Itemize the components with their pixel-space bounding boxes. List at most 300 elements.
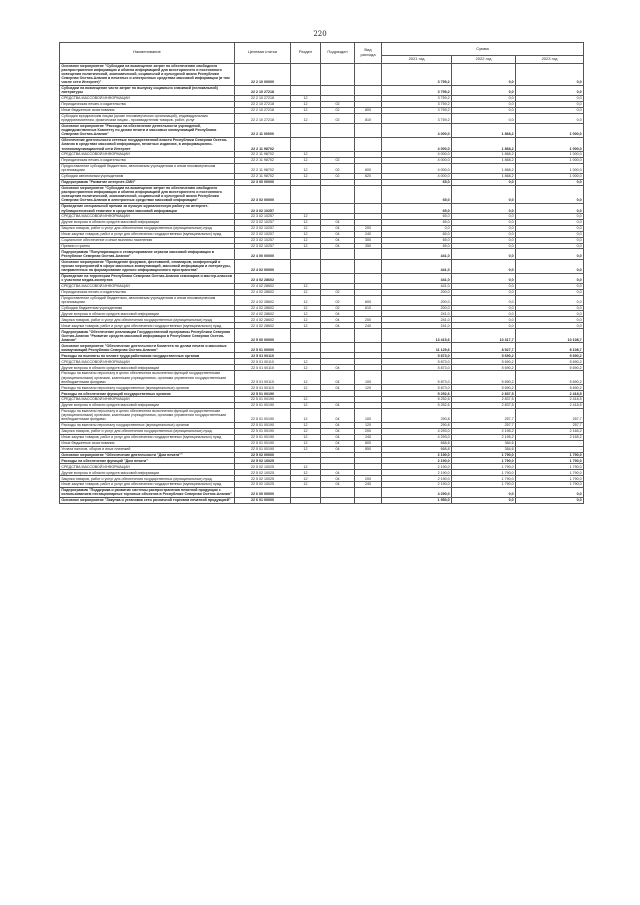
row-year-3: 1 790,0 [516, 476, 584, 482]
row-type [355, 85, 382, 95]
row-year-1: 441,0 [382, 249, 452, 259]
row-type: 240 [355, 231, 382, 237]
row-year-1: 2 190,0 [382, 452, 452, 458]
row-year-1: 441,0 [382, 283, 452, 289]
row-year-2: 2 837,5 [452, 391, 516, 397]
row-code: 22 2 10 27218 [235, 101, 291, 107]
row-year-2: 2 837,5 [452, 397, 516, 403]
row-code: 22 5 01 00190 [235, 428, 291, 434]
row-year-1: 4 290,0 [382, 487, 452, 497]
row-section: 12 [291, 219, 321, 225]
row-year-2: 10 317,7 [452, 329, 516, 343]
row-code: 22 4 02 28602 [235, 295, 291, 305]
row-subsection: 04 [321, 219, 355, 225]
row-section: 12 [291, 423, 321, 429]
row-year-1: 5 873,0 [382, 371, 452, 385]
row-subsection: 04 [321, 317, 355, 323]
row-section: 12 [291, 365, 321, 371]
row-name: Периодическая печать и издательства [60, 157, 235, 163]
row-year-1: 200,0 [382, 289, 452, 295]
row-year-2: 1 790,0 [452, 452, 516, 458]
row-section: 12 [291, 434, 321, 440]
row-section: 12 [291, 96, 321, 102]
row-name: Субсидии автономным учреждениям [60, 173, 235, 179]
row-name: Основное мероприятие "Расходы на обеспечение деятельности учреждений, подведомственных Комитету по делам печати и массовых коммуникаций Республики Северная Осетия-Алания" [60, 123, 235, 137]
row-year-1: 5 252,6 [382, 397, 452, 403]
row-type [355, 204, 382, 214]
row-code: 22 4 02 28602 [235, 283, 291, 289]
row-year-1: 290,8 [382, 423, 452, 429]
row-code: 22 4 02 28602 [235, 305, 291, 311]
row-year-3: 0,0 [516, 107, 584, 113]
row-type: 120 [355, 385, 382, 391]
row-name: Проведение на территории Республики Северная Осетия-Алания семинаров и мастер-классов с участием медиа-экспертов [60, 273, 235, 283]
row-section: 12 [291, 446, 321, 452]
row-year-3: 0,0 [516, 259, 584, 273]
row-code: 22 4 00 00000 [235, 249, 291, 259]
row-year-3: 5 690,2 [516, 359, 584, 365]
row-name: Подпрограмма "Популяризация и стимулирование отрасли массовой информации в Республике Северная Осетия-Алания" [60, 249, 235, 259]
row-name: Другие вопросы в области средств массовой информации [60, 311, 235, 317]
row-year-3: 8 108,7 [516, 343, 584, 353]
row-type: 200 [355, 225, 382, 231]
row-year-2: 0,0 [452, 96, 516, 102]
row-name: СРЕДСТВА МАССОВОЙ ИНФОРМАЦИИ [60, 397, 235, 403]
row-year-2: 0,0 [452, 311, 516, 317]
row-type [355, 343, 382, 353]
row-name: Предоставление субсидий бюджетным, автономным учреждениям и иным некоммерческим организациям [60, 295, 235, 305]
header-year-1: 2021 год [382, 55, 452, 63]
row-year-1: 3 759,2 [382, 63, 452, 85]
row-year-2: 1 868,2 [452, 173, 516, 179]
row-year-1: 2 190,0 [382, 482, 452, 488]
row-type: 240 [355, 482, 382, 488]
row-type: 200 [355, 476, 382, 482]
row-year-3: 0,0 [516, 204, 584, 214]
header-section: Раздел [291, 43, 321, 64]
row-section: 12 [291, 440, 321, 446]
row-year-1: 65,0 [382, 204, 452, 214]
row-type: 240 [355, 323, 382, 329]
row-year-2: 1 790,0 [452, 482, 516, 488]
row-year-2: 1 868,2 [452, 137, 516, 151]
row-code: 22 3 02 10257 [235, 231, 291, 237]
row-year-2: 0,0 [452, 107, 516, 113]
row-year-2: 0,0 [452, 204, 516, 214]
row-code: 22 5 01 00190 [235, 397, 291, 403]
row-type: 850 [355, 446, 382, 452]
row-year-2: 2 837,5 [452, 402, 516, 408]
row-name: Предоставление субсидий бюджетным, автономным учреждениям и иным некоммерческим организациям [60, 163, 235, 173]
row-code: 22 5 02 10025 [235, 476, 291, 482]
row-name: Другие вопросы в области средств массовой информации [60, 365, 235, 371]
row-year-1: 3 759,2 [382, 107, 452, 113]
row-subsection: 04 [321, 311, 355, 317]
row-section: 12 [291, 225, 321, 231]
row-code: 22 5 01 00110 [235, 385, 291, 391]
row-section: 12 [291, 317, 321, 323]
row-year-1: 3 759,2 [382, 113, 452, 123]
row-year-3: 0,0 [516, 243, 584, 249]
row-year-1: 5 873,0 [382, 359, 452, 365]
row-year-3: 0,0 [516, 249, 584, 259]
row-year-3: 0,0 [516, 323, 584, 329]
row-name: Основное мероприятие "Обеспечение деятельности "Дом печати"" [60, 452, 235, 458]
table-row [60, 185, 584, 203]
row-year-1: 5 252,6 [382, 402, 452, 408]
row-name: Проведение специальной премии за лучшую журналистскую работу по интернет-публицистической тематике в средствах массовой информации [60, 204, 235, 214]
row-type: 600 [355, 295, 382, 305]
row-year-3: 257,7 [516, 408, 584, 422]
row-section: 12 [291, 305, 321, 311]
row-section: 12 [291, 428, 321, 434]
row-type: 100 [355, 371, 382, 385]
row-year-2: 0,0 [452, 101, 516, 107]
row-section [291, 273, 321, 283]
row-name: Расходы на обеспечение функций "Дом печати" [60, 458, 235, 464]
row-year-1: 65,0 [382, 214, 452, 220]
row-code: 22 3 00 00000 [235, 179, 291, 185]
row-section: 12 [291, 214, 321, 220]
row-name: Премии и гранты [60, 243, 235, 249]
row-code: 22 5 01 00190 [235, 423, 291, 429]
header-name: Наименование [60, 43, 235, 64]
row-code: 22 2 11 98702 [235, 173, 291, 179]
row-year-2: 0,0 [452, 231, 516, 237]
row-year-3: 0,0 [516, 113, 584, 123]
row-code: 22 3 02 10257 [235, 237, 291, 243]
row-year-2: 0,0 [452, 219, 516, 225]
header-code: Целевая статья [235, 43, 291, 64]
row-year-2: 0,0 [452, 259, 516, 273]
row-year-3: 0,0 [516, 295, 584, 305]
row-name: Основное мероприятие "Обеспечение деятельности Комитета по делам печати и массовых коммуникаций Республики Северная Осетия-Алания" [60, 343, 235, 353]
row-year-2: 1 868,2 [452, 123, 516, 137]
row-subsection: 04 [321, 231, 355, 237]
table-row [60, 259, 584, 273]
row-subsection: 04 [321, 323, 355, 329]
row-code: 22 5 02 10025 [235, 470, 291, 476]
row-name: СРЕДСТВА МАССОВОЙ ИНФОРМАЦИИ [60, 464, 235, 470]
row-type: 100 [355, 408, 382, 422]
row-section [291, 185, 321, 203]
row-year-3: 0,0 [516, 219, 584, 225]
row-section: 12 [291, 231, 321, 237]
row-type: 200 [355, 428, 382, 434]
row-year-2: 0,0 [452, 305, 516, 311]
row-code: 22 5 02 00000 [235, 452, 291, 458]
row-year-1: 4 000,0 [382, 137, 452, 151]
row-code: 22 3 02 10257 [235, 243, 291, 249]
row-year-1: 4 000,0 [382, 157, 452, 163]
row-type: 600 [355, 163, 382, 173]
row-section [291, 63, 321, 85]
table-row [60, 137, 584, 151]
row-year-2: 1 790,0 [452, 470, 516, 476]
row-subsection [321, 329, 355, 343]
row-subsection [321, 85, 355, 95]
row-name: Иные закупки товаров, работ и услуг для обеспечения государственных (муниципальных) нужд [60, 231, 235, 237]
row-year-2: 0,0 [452, 243, 516, 249]
row-subsection [321, 343, 355, 353]
row-code: 22 2 10 27218 [235, 113, 291, 123]
row-year-3: - [516, 440, 584, 446]
row-subsection: 04 [321, 476, 355, 482]
row-name: Расходы на выплаты по оплате труда работников государственных органов [60, 353, 235, 359]
row-code: 22 2 10 27218 [235, 96, 291, 102]
row-code: 22 4 02 28602 [235, 289, 291, 295]
row-year-1: 65,0 [382, 179, 452, 185]
row-name: Закупка товаров, работ и услуг для обеспечения государственных (муниципальных) нужд [60, 225, 235, 231]
row-type: 300 [355, 237, 382, 243]
row-year-3: 1 790,0 [516, 452, 584, 458]
row-subsection: 04 [321, 237, 355, 243]
row-year-2: 2 195,2 [452, 434, 516, 440]
table-row [60, 487, 584, 497]
row-type [355, 123, 382, 137]
row-year-3: 1 000,0 [516, 152, 584, 158]
row-section: 12 [291, 157, 321, 163]
row-name: Подпрограмма "Обеспечение реализации Государственной программы Республики Северная Осетия-Алания "Развитие средств массовой информации в Республике Северная Осетия-Алания" [60, 329, 235, 343]
row-code: 22 5 01 00110 [235, 365, 291, 371]
row-subsection: 04 [321, 243, 355, 249]
row-year-1: 3 759,2 [382, 85, 452, 95]
row-section: 12 [291, 359, 321, 365]
row-year-2: 0,0 [452, 273, 516, 283]
row-year-2: 5 690,2 [452, 365, 516, 371]
row-year-1: 65,0 [382, 185, 452, 203]
row-code: 22 5 01 00110 [235, 371, 291, 385]
budget-table [59, 42, 584, 504]
row-type: 800 [355, 440, 382, 446]
row-year-2: 384,6 [452, 440, 516, 446]
table-row [60, 85, 584, 95]
row-year-3: 1 000,0 [516, 157, 584, 163]
row-year-1: 4 000,0 [382, 123, 452, 137]
row-code: 22 2 11 98702 [235, 152, 291, 158]
row-subsection: 02 [321, 113, 355, 123]
table-row [60, 371, 584, 385]
row-subsection [321, 487, 355, 497]
row-name: Иные закупки товаров, работ и услуг для обеспечения государственных (муниципальных) нужд [60, 434, 235, 440]
row-section: 12 [291, 311, 321, 317]
row-year-3: 0,0 [516, 237, 584, 243]
row-year-2: 0,0 [452, 63, 516, 85]
row-subsection [321, 185, 355, 203]
header-type: Вид расхода [355, 43, 382, 64]
row-type: 350 [355, 243, 382, 249]
table-row [60, 273, 584, 283]
table-row [60, 113, 584, 123]
row-code: 22 5 01 00190 [235, 402, 291, 408]
row-code: 22 5 02 10025 [235, 458, 291, 464]
row-year-1: 4 000,0 [382, 152, 452, 158]
row-code: 22 5 01 00190 [235, 440, 291, 446]
row-name: Основное мероприятие "Проведение форумов, фестивалей, семинаров, конференций и прочих мероприятий в сфере массовых коммуникаций, массовой информации и литературы, направленных на формирование единого информационного пространства" [60, 259, 235, 273]
row-section [291, 85, 321, 95]
row-year-1: 65,0 [382, 243, 452, 249]
row-code: 22 3 02 10257 [235, 204, 291, 214]
row-subsection: 04 [321, 482, 355, 488]
row-subsection: 04 [321, 423, 355, 429]
row-section: 12 [291, 173, 321, 179]
row-type: 120 [355, 423, 382, 429]
row-year-3: 2 165,2 [516, 428, 584, 434]
row-name: Социальное обеспечение и иные выплаты населению [60, 237, 235, 243]
row-section: 12 [291, 402, 321, 408]
row-code: 22 5 00 00000 [235, 329, 291, 343]
row-type: 240 [355, 434, 382, 440]
row-year-3: 2 418,5 [516, 402, 584, 408]
row-year-1: 241,0 [382, 323, 452, 329]
row-year-3: 0,0 [516, 96, 584, 102]
table-row [60, 123, 584, 137]
row-name: Другие вопросы в области средств массовой информации [60, 402, 235, 408]
row-code: 22 4 02 28602 [235, 273, 291, 283]
row-section [291, 249, 321, 259]
row-name: СРЕДСТВА МАССОВОЙ ИНФОРМАЦИИ [60, 359, 235, 365]
row-type [355, 329, 382, 343]
row-year-3: 1 000,0 [516, 173, 584, 179]
row-section: 12 [291, 482, 321, 488]
row-section: 12 [291, 289, 321, 295]
row-name: Субсидии юридическим лицам (кроме некоммерческих организаций), индивидуальным предпринимателям, физическим лицам - производителям товаров, работ, услуг [60, 113, 235, 123]
row-subsection: 02 [321, 163, 355, 173]
row-section [291, 204, 321, 214]
row-name: Основное мероприятие "Субсидии на возмещение затрат по обеспечению свободного распространения информации и обмена информацией для всестороннего и постоянного освещения политической, экономической, социальной и культурной жизни Республики Северная Осетия-Алания в электронных средствах массовой информации" [60, 185, 235, 203]
row-year-1: 241,0 [382, 317, 452, 323]
row-name: Расходы на обеспечение функций государственных органов [60, 391, 235, 397]
table-row [60, 498, 584, 504]
row-year-1: 65,0 [382, 219, 452, 225]
row-year-2: 0,0 [452, 323, 516, 329]
row-code: 22 6 01 00000 [235, 498, 291, 504]
table-row [60, 163, 584, 173]
row-year-3: 1 790,0 [516, 470, 584, 476]
row-code: 22 3 02 10257 [235, 214, 291, 220]
row-subsection: 04 [321, 402, 355, 408]
row-type [355, 137, 382, 151]
row-section: 12 [291, 107, 321, 113]
row-subsection [321, 137, 355, 151]
row-subsection: 04 [321, 440, 355, 446]
row-year-3: 0,0 [516, 85, 584, 95]
row-name: Расходы на выплаты персоналу в целях обеспечения выполнения функций государственными (муниципальными) органами, казенными учреждениями, органами управления государственными внебюджетными фондами [60, 408, 235, 422]
table-row [60, 204, 584, 214]
row-year-2: 5 690,2 [452, 385, 516, 391]
row-name: Закупка товаров, работ и услуг для обеспечения государственных (муниципальных) нужд [60, 317, 235, 323]
row-year-3: 1 000,0 [516, 123, 584, 137]
row-year-2: 0,0 [452, 85, 516, 95]
row-year-2: 0,0 [452, 317, 516, 323]
row-code: 22 4 02 28602 [235, 311, 291, 317]
row-year-1: 441,0 [382, 259, 452, 273]
row-year-3: 5 690,2 [516, 371, 584, 385]
row-year-3: 5 690,2 [516, 365, 584, 371]
row-year-3: 0,0 [516, 214, 584, 220]
row-year-3: 0,0 [516, 231, 584, 237]
row-code: 22 3 02 10257 [235, 225, 291, 231]
row-year-3: 0,0 [516, 179, 584, 185]
row-year-2: 5 690,2 [452, 371, 516, 385]
row-subsection: 04 [321, 371, 355, 385]
row-year-2: 0,0 [452, 214, 516, 220]
row-year-3: 0,0 [516, 498, 584, 504]
row-year-2: 0,0 [452, 289, 516, 295]
row-year-2: 1 868,2 [452, 157, 516, 163]
row-year-1: 668,8 [382, 446, 452, 452]
row-year-1: 3 759,2 [382, 101, 452, 107]
row-section: 12 [291, 385, 321, 391]
row-code: 22 2 10 27218 [235, 107, 291, 113]
row-year-1: 3 759,2 [382, 96, 452, 102]
row-section [291, 137, 321, 151]
header-year-3: 2023 год [516, 55, 584, 63]
row-year-3: 0,0 [516, 225, 584, 231]
row-year-3: 5 690,2 [516, 385, 584, 391]
row-year-3: 0,0 [516, 487, 584, 497]
row-year-2: 1 790,0 [452, 464, 516, 470]
row-year-2: 1 868,2 [452, 163, 516, 173]
row-type: 620 [355, 173, 382, 179]
row-year-2: 5 690,2 [452, 359, 516, 365]
row-code: 22 2 10 00000 [235, 63, 291, 85]
row-section [291, 329, 321, 343]
row-name: СРЕДСТВА МАССОВОЙ ИНФОРМАЦИИ [60, 96, 235, 102]
row-code: 22 5 01 00190 [235, 391, 291, 397]
row-year-3: 257,7 [516, 423, 584, 429]
row-name: Периодическая печать и издательства [60, 289, 235, 295]
row-year-3: - [516, 446, 584, 452]
row-year-1: 241,0 [382, 311, 452, 317]
row-year-1: 65,0 [382, 231, 452, 237]
row-type: 610 [355, 305, 382, 311]
row-year-2: 0,0 [452, 225, 516, 231]
row-subsection: 02 [321, 173, 355, 179]
row-name: Подпрограмма "Поддержка и развитие системы распространения печатной продукции с использованием нестационарных торговых объектов в Республике Северная Осетия-Алания" [60, 487, 235, 497]
row-year-1: 11 125,6 [382, 343, 452, 353]
row-section: 12 [291, 283, 321, 289]
row-year-1: 2 190,0 [382, 470, 452, 476]
row-name: Расходы на выплаты персоналу в целях обеспечения выполнения функций государственными (муниципальными) органами, казенными учреждениями, органами управления государственными внебюджетными фондами [60, 371, 235, 385]
row-year-2: 257,7 [452, 408, 516, 422]
row-subsection [321, 498, 355, 504]
row-subsection [321, 249, 355, 259]
header-year-2: 2022 год [452, 55, 516, 63]
row-section: 12 [291, 470, 321, 476]
row-section: 12 [291, 323, 321, 329]
row-type [355, 273, 382, 283]
table-row [60, 408, 584, 422]
row-year-1: 200,0 [382, 295, 452, 305]
row-name: Иные бюджетные ассигнования [60, 440, 235, 446]
row-name: Иные закупки товаров, работ и услуг для обеспечения государственных (муниципальных) нужд [60, 323, 235, 329]
row-subsection: 04 [321, 225, 355, 231]
row-subsection [321, 204, 355, 214]
row-year-1: 5 252,6 [382, 391, 452, 397]
row-year-2: 0,0 [452, 185, 516, 203]
row-year-2: 0,0 [452, 498, 516, 504]
row-year-2: 2 195,2 [452, 428, 516, 434]
row-year-3: 0,0 [516, 289, 584, 295]
row-code: 22 2 11 98702 [235, 163, 291, 173]
row-year-2: 257,7 [452, 423, 516, 429]
row-code: 22 4 02 28602 [235, 323, 291, 329]
row-year-2: 0,0 [452, 295, 516, 305]
row-year-1: 5 873,0 [382, 365, 452, 371]
row-year-3: 0,0 [516, 311, 584, 317]
row-code: 22 6 00 00000 [235, 487, 291, 497]
